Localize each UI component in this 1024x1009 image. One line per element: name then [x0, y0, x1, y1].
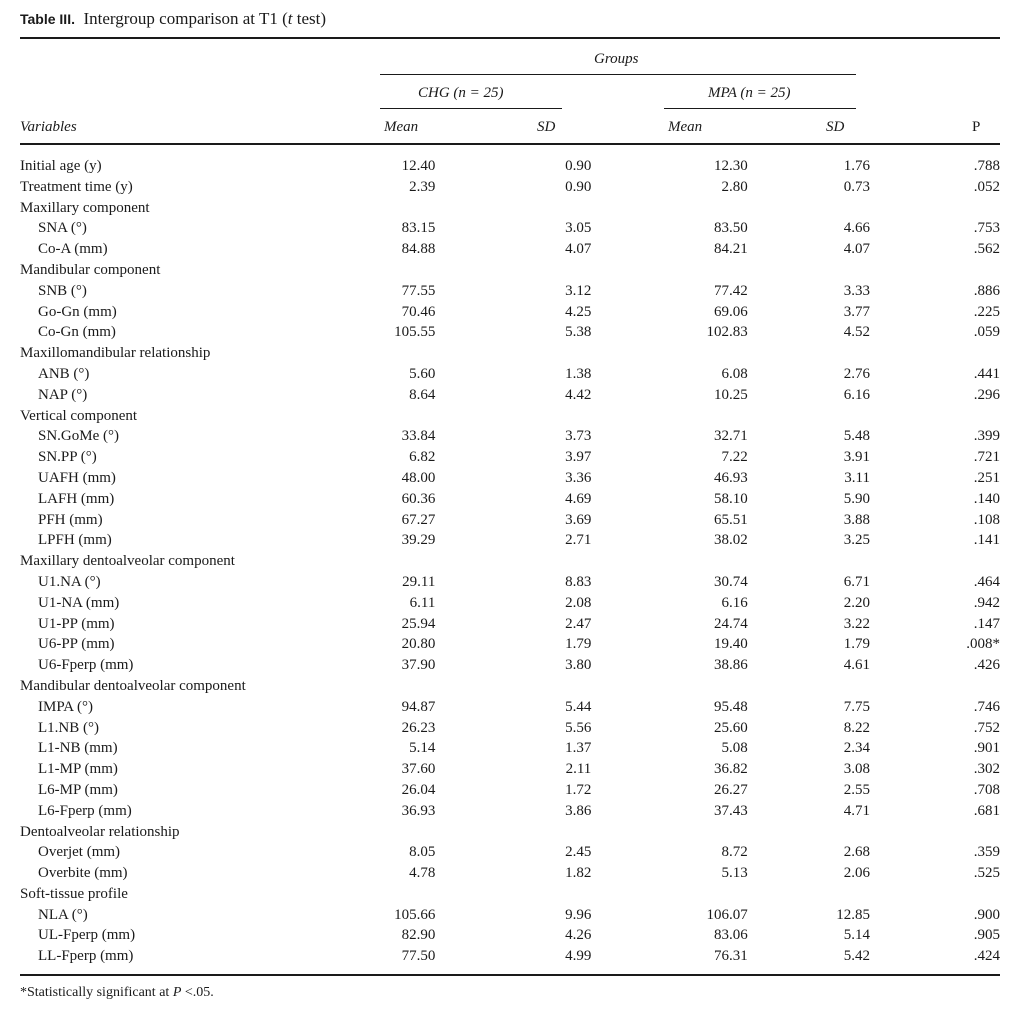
caption-t-symbol: t	[287, 9, 293, 28]
mpa-mean-cell: 30.74	[713, 573, 748, 590]
mpa-mean-cell: 95.48	[713, 698, 748, 715]
variable-label: L6-Fperp (mm)	[38, 802, 132, 819]
chg-mean-cell: 4.78	[409, 865, 436, 882]
table-row	[20, 364, 1000, 385]
p-value-cell: .052	[973, 178, 1000, 195]
mpa-mean-cell: 12.30	[713, 158, 748, 174]
mpa-sd-cell: 3.91	[843, 449, 870, 466]
mpa-sd-cell	[748, 260, 870, 281]
chg-sd-cell: 3.36	[565, 469, 592, 486]
variable-label: L1-MP (mm)	[38, 761, 118, 778]
chg-sd-cell: 2.71	[565, 532, 592, 549]
table-label: Table III.	[20, 11, 75, 27]
mpa-sd-cell: 5.90	[843, 490, 870, 507]
top-rule	[20, 37, 1000, 39]
p-value-cell: .788	[973, 158, 1000, 174]
mpa-mean-cell: 38.86	[713, 657, 748, 674]
chg-sd-cell: 1.38	[565, 365, 592, 382]
chg-sd-cell: 1.82	[565, 865, 592, 882]
mpa-mean-cell: 76.31	[713, 948, 748, 965]
chg-sd-cell	[435, 884, 591, 905]
table-row	[20, 530, 1000, 551]
mpa-mean-cell: 7.22	[721, 449, 748, 466]
p-value-cell	[870, 343, 1000, 364]
p-value-cell: .905	[973, 927, 1000, 944]
variable-label: L1-NB (mm)	[38, 740, 118, 757]
mpa-mean-cell: 46.93	[713, 469, 748, 486]
mpa-sd-cell: 2.34	[843, 740, 870, 757]
p-value-cell: .681	[973, 802, 1000, 819]
mpa-sd-cell	[748, 198, 870, 219]
table-row	[20, 426, 1000, 447]
chg-sd-cell: 0.90	[565, 158, 592, 174]
table-row	[20, 614, 1000, 635]
chg-sd-cell: 4.69	[565, 490, 592, 507]
footnote-text: *Statistically significant at	[20, 985, 173, 1000]
chg-mean-cell: 6.82	[409, 449, 436, 466]
chg-mean-cell: 67.27	[401, 511, 436, 528]
mpa-mean-cell	[591, 406, 747, 427]
section-label: Mandibular component	[20, 261, 161, 278]
mpa-sd-cell: 0.73	[843, 178, 870, 195]
mpa-mean-cell: 8.72	[721, 844, 748, 861]
p-value-cell	[870, 198, 1000, 219]
chg-sd-cell: 3.05	[565, 220, 592, 237]
variable-label: U6-PP (mm)	[38, 636, 115, 653]
mpa-sd-cell: 2.76	[843, 365, 870, 382]
chg-mean-cell	[374, 343, 435, 364]
chg-mean-cell	[374, 676, 435, 697]
table-row	[20, 302, 1000, 323]
chg-mean-cell: 8.05	[409, 844, 436, 861]
chg-sd-cell: 1.37	[565, 740, 592, 757]
chg-sd-cell: 3.97	[565, 449, 592, 466]
variable-label: L6-MP (mm)	[38, 781, 118, 798]
chg-mean-cell	[374, 406, 435, 427]
chg-mean-cell	[374, 260, 435, 281]
mpa-mean-header: Mean	[668, 119, 703, 135]
mpa-sd-cell: 3.25	[843, 532, 870, 549]
chg-underline	[380, 108, 562, 109]
mpa-sd-cell: 5.48	[843, 428, 870, 445]
p-value-cell: .302	[973, 761, 1000, 778]
table-row	[20, 239, 1000, 260]
p-value-cell	[870, 676, 1000, 697]
mpa-sd-cell: 12.85	[836, 906, 870, 923]
p-value-cell: .900	[973, 906, 1000, 923]
mpa-sd-cell: 4.66	[843, 220, 870, 237]
table-row	[20, 447, 1000, 468]
p-value-cell: .942	[973, 594, 1000, 611]
section-header-row	[20, 406, 1000, 427]
table-row	[20, 905, 1000, 926]
chg-mean-cell: 20.80	[401, 636, 436, 653]
section-label: Soft-tissue profile	[20, 885, 128, 902]
section-label: Maxillary dentoalveolar component	[20, 553, 235, 570]
mpa-sd-cell: 4.52	[843, 324, 870, 341]
mpa-mean-cell	[591, 551, 747, 572]
mpa-mean-cell: 10.25	[713, 386, 748, 403]
p-value-cell: .147	[973, 615, 1000, 632]
mpa-sd-cell: 3.33	[843, 282, 870, 299]
chg-mean-cell: 77.50	[401, 948, 436, 965]
mpa-sd-cell: 5.14	[843, 927, 870, 944]
chg-sd-cell	[435, 551, 591, 572]
variable-label: NAP (°)	[38, 386, 88, 403]
mpa-sd-cell	[748, 884, 870, 905]
chg-mean-cell: 2.39	[409, 178, 436, 195]
mpa-mean-cell: 83.50	[713, 220, 748, 237]
mpa-sd-cell: 3.22	[843, 615, 870, 632]
chg-sd-cell: 1.72	[565, 781, 592, 798]
chg-mean-cell: 5.14	[409, 740, 436, 757]
table-row	[20, 510, 1000, 531]
table-row	[20, 759, 1000, 780]
mpa-mean-cell: 32.71	[713, 428, 748, 445]
chg-mean-cell: 8.64	[409, 386, 436, 403]
section-header-row	[20, 884, 1000, 905]
chg-mean-cell: 26.04	[401, 781, 436, 798]
chg-mean-cell: 36.93	[401, 802, 436, 819]
mpa-sd-cell: 4.71	[843, 802, 870, 819]
p-value-cell: .251	[973, 469, 1000, 486]
chg-mean-cell: 5.60	[409, 365, 436, 382]
mpa-mean-cell	[591, 260, 747, 281]
mpa-mean-cell: 6.16	[721, 594, 748, 611]
table-row	[20, 738, 1000, 759]
variable-label: U1-NA (mm)	[38, 594, 120, 611]
chg-sd-cell	[435, 676, 591, 697]
p-value-cell	[870, 884, 1000, 905]
p-value-cell	[870, 551, 1000, 572]
table-row	[20, 156, 1000, 177]
mpa-mean-cell	[591, 884, 747, 905]
caption-text: Intergroup comparison at T1 (	[83, 9, 288, 28]
section-header-row	[20, 198, 1000, 219]
variable-label: UL-Fperp (mm)	[38, 927, 136, 944]
mpa-mean-cell: 19.40	[713, 636, 748, 653]
mpa-mean-cell: 5.13	[721, 865, 748, 882]
table-row	[20, 177, 1000, 198]
variable-label: NLA (°)	[38, 906, 88, 923]
mpa-sd-cell: 5.42	[843, 948, 870, 965]
mpa-sd-cell: 8.22	[843, 719, 870, 736]
table-caption	[20, 8, 326, 30]
mpa-sd-cell: 2.20	[843, 594, 870, 611]
section-header-row	[20, 676, 1000, 697]
chg-sd-cell: 0.90	[565, 178, 592, 195]
mpa-sd-cell	[748, 676, 870, 697]
chg-sd-cell: 4.99	[565, 948, 592, 965]
section-label: Vertical component	[20, 407, 138, 424]
groups-underline	[380, 74, 856, 75]
mpa-mean-cell: 36.82	[713, 761, 748, 778]
p-value-cell: .008*	[966, 636, 1000, 653]
chg-sd-cell	[435, 343, 591, 364]
variables-header: Variables	[20, 119, 77, 135]
chg-mean-cell: 60.36	[401, 490, 436, 507]
chg-sd-cell: 4.25	[565, 303, 592, 320]
chg-mean-cell: 105.66	[394, 906, 436, 923]
mpa-mean-cell: 26.27	[713, 781, 748, 798]
mpa-mean-cell: 24.74	[713, 615, 748, 632]
chg-mean-cell: 26.23	[401, 719, 436, 736]
mpa-sd-cell: 6.71	[843, 573, 870, 590]
variable-label: U1-PP (mm)	[38, 615, 115, 632]
mpa-sd-cell	[748, 406, 870, 427]
p-value-cell: .752	[973, 719, 1000, 736]
chg-sd-cell: 2.11	[565, 761, 592, 778]
table-row	[20, 655, 1000, 676]
section-label: Maxillomandibular relationship	[20, 345, 211, 362]
chg-sd-cell	[435, 406, 591, 427]
mpa-sd-cell: 3.88	[843, 511, 870, 528]
table-row	[20, 946, 1000, 967]
section-label: Dentoalveolar relationship	[20, 823, 180, 840]
variable-label: L1.NB (°)	[38, 719, 99, 736]
variable-label: Co-Gn (mm)	[38, 324, 116, 341]
variable-label: LAFH (mm)	[38, 490, 115, 507]
chg-mean-cell: 37.60	[401, 761, 436, 778]
mpa-sd-cell: 2.68	[843, 844, 870, 861]
chg-sd-cell: 8.83	[565, 573, 592, 590]
mpa-sd-cell: 4.07	[843, 241, 870, 258]
chg-mean-cell: 25.94	[401, 615, 436, 632]
chg-mean-cell	[374, 551, 435, 572]
mpa-mean-cell: 65.51	[713, 511, 748, 528]
p-value-cell	[870, 406, 1000, 427]
mpa-sd-cell: 2.55	[843, 781, 870, 798]
table-row	[20, 322, 1000, 343]
variable-label: LPFH (mm)	[38, 532, 112, 549]
mpa-mean-cell: 25.60	[713, 719, 748, 736]
mpa-sd-header: SD	[826, 119, 845, 135]
mpa-mean-cell: 5.08	[721, 740, 748, 757]
mpa-sd-cell: 2.06	[843, 865, 870, 882]
chg-sd-cell: 5.38	[565, 324, 592, 341]
table-row	[20, 718, 1000, 739]
table-row	[20, 385, 1000, 406]
caption-text-end: test)	[292, 9, 327, 28]
mpa-mean-cell: 102.83	[706, 324, 748, 341]
table-row	[20, 634, 1000, 655]
section-header-row	[20, 551, 1000, 572]
chg-group-header: CHG (n = 25)	[418, 85, 504, 101]
chg-mean-cell	[374, 822, 435, 843]
p-value-cell: .886	[973, 282, 1000, 299]
mpa-sd-cell: 3.08	[843, 761, 870, 778]
header-rule	[20, 143, 1000, 145]
p-value-cell: .424	[973, 948, 1000, 965]
variable-label: UAFH (mm)	[38, 469, 116, 486]
chg-sd-cell: 5.56	[565, 719, 592, 736]
table-row	[20, 468, 1000, 489]
p-value-cell: .708	[973, 781, 1000, 798]
mpa-mean-cell	[591, 676, 747, 697]
mpa-mean-cell: 38.02	[713, 532, 748, 549]
variable-label: SNB (°)	[38, 282, 87, 299]
section-header-row	[20, 260, 1000, 281]
table-row	[20, 697, 1000, 718]
chg-mean-cell: 77.55	[401, 282, 436, 299]
chg-sd-cell: 3.73	[565, 428, 592, 445]
chg-sd-cell: 3.12	[565, 282, 592, 299]
chg-sd-cell: 2.47	[565, 615, 592, 632]
variable-label: Treatment time (y)	[20, 178, 133, 195]
table-row	[20, 925, 1000, 946]
chg-sd-cell: 4.07	[565, 241, 592, 258]
variable-label: IMPA (°)	[38, 698, 94, 715]
variable-label: Co-A (mm)	[38, 241, 108, 258]
table-row	[20, 218, 1000, 239]
chg-mean-cell	[374, 884, 435, 905]
p-value-cell: .721	[973, 449, 1000, 466]
mpa-mean-cell: 84.21	[713, 241, 748, 258]
groups-header: Groups	[594, 51, 639, 67]
p-value-cell: .225	[973, 303, 1000, 320]
chg-sd-cell	[435, 822, 591, 843]
table-row	[20, 801, 1000, 822]
variable-label: Overjet (mm)	[38, 844, 121, 861]
table-row	[20, 593, 1000, 614]
mpa-mean-cell: 2.80	[721, 178, 748, 195]
variable-label: SN.GoMe (°)	[38, 428, 119, 445]
chg-sd-cell: 4.42	[565, 386, 592, 403]
footnote	[20, 984, 214, 1002]
mpa-mean-cell: 77.42	[713, 282, 748, 299]
chg-sd-cell: 9.96	[565, 906, 592, 923]
table-row	[20, 842, 1000, 863]
table-row	[20, 572, 1000, 593]
variable-label: LL-Fperp (mm)	[38, 948, 134, 965]
chg-sd-cell	[435, 198, 591, 219]
chg-mean-cell: 39.29	[401, 532, 436, 549]
mpa-sd-cell: 7.75	[843, 698, 870, 715]
mpa-mean-cell: 69.06	[713, 303, 748, 320]
mpa-mean-cell: 37.43	[713, 802, 748, 819]
p-value-cell	[870, 822, 1000, 843]
chg-mean-cell: 83.15	[401, 220, 436, 237]
mpa-mean-cell	[591, 343, 747, 364]
variable-label: Overbite (mm)	[38, 865, 128, 882]
mpa-sd-cell: 6.16	[843, 386, 870, 403]
mpa-mean-cell: 106.07	[706, 906, 748, 923]
chg-sd-cell: 5.44	[565, 698, 592, 715]
mpa-group-header: MPA (n = 25)	[708, 85, 791, 101]
p-value-cell: .746	[973, 698, 1000, 715]
chg-mean-cell: 82.90	[401, 927, 436, 944]
variable-label: PFH (mm)	[38, 511, 103, 528]
mpa-mean-cell: 58.10	[713, 490, 748, 507]
mpa-sd-cell: 1.76	[843, 158, 870, 174]
chg-mean-header: Mean	[384, 119, 419, 135]
mpa-mean-cell: 83.06	[713, 927, 748, 944]
chg-sd-cell: 3.80	[565, 657, 592, 674]
p-value-cell: .141	[973, 532, 1000, 549]
section-label: Mandibular dentoalveolar component	[20, 677, 246, 694]
chg-sd-cell	[435, 260, 591, 281]
table-row	[20, 489, 1000, 510]
p-value-cell: .901	[973, 740, 1000, 757]
mpa-sd-cell	[748, 822, 870, 843]
p-value-cell: .296	[973, 386, 1000, 403]
p-value-cell: .525	[973, 865, 1000, 882]
variable-label: SNA (°)	[38, 220, 87, 237]
variable-label: ANB (°)	[38, 365, 90, 382]
chg-mean-cell: 48.00	[401, 469, 436, 486]
table-row	[20, 281, 1000, 302]
chg-sd-cell: 3.86	[565, 802, 592, 819]
chg-mean-cell: 105.55	[394, 324, 436, 341]
chg-mean-cell: 94.87	[401, 698, 436, 715]
mpa-sd-cell: 4.61	[843, 657, 870, 674]
p-value-cell: .753	[973, 220, 1000, 237]
p-value-cell	[870, 260, 1000, 281]
mpa-sd-cell: 1.79	[843, 636, 870, 653]
p-value-cell: .399	[973, 428, 1000, 445]
table-row	[20, 780, 1000, 801]
chg-mean-cell: 12.40	[401, 158, 436, 174]
mpa-sd-cell	[748, 343, 870, 364]
p-value-cell: .359	[973, 844, 1000, 861]
chg-sd-cell: 2.45	[565, 844, 592, 861]
p-value-cell: .464	[973, 573, 1000, 590]
p-value-cell: .426	[973, 657, 1000, 674]
variable-label: SN.PP (°)	[38, 449, 97, 466]
chg-mean-cell: 33.84	[401, 428, 436, 445]
mpa-mean-cell	[591, 822, 747, 843]
mpa-sd-cell: 3.11	[844, 469, 870, 486]
p-value-cell: .059	[973, 324, 1000, 341]
chg-sd-cell: 1.79	[565, 636, 592, 653]
p-value-cell: .562	[973, 241, 1000, 258]
chg-sd-cell: 3.69	[565, 511, 592, 528]
chg-mean-cell: 6.11	[409, 594, 436, 611]
chg-sd-header: SD	[537, 119, 556, 135]
p-value-cell: .140	[973, 490, 1000, 507]
mpa-sd-cell	[748, 551, 870, 572]
chg-sd-cell: 2.08	[565, 594, 592, 611]
chg-mean-cell: 29.11	[402, 573, 436, 590]
chg-mean-cell: 84.88	[401, 241, 436, 258]
chg-mean-cell: 70.46	[401, 303, 436, 320]
footnote-text-end: <.05.	[181, 985, 214, 1000]
chg-mean-cell: 37.90	[401, 657, 436, 674]
section-label: Maxillary component	[20, 199, 150, 216]
p-header: P	[972, 119, 981, 135]
footnote-p-symbol: P	[172, 985, 182, 1000]
mpa-mean-cell: 6.08	[721, 365, 748, 382]
section-header-row	[20, 822, 1000, 843]
mpa-sd-cell: 3.77	[843, 303, 870, 320]
table-row	[20, 863, 1000, 884]
p-value-cell: .108	[973, 511, 1000, 528]
p-value-cell: .441	[973, 365, 1000, 382]
variable-label: Go-Gn (mm)	[38, 303, 117, 320]
data-table	[20, 156, 1000, 967]
chg-mean-cell	[374, 198, 435, 219]
mpa-underline	[664, 108, 856, 109]
mpa-mean-cell	[591, 198, 747, 219]
variable-label: U1.NA (°)	[38, 573, 101, 590]
variable-label: Initial age (y)	[20, 158, 102, 174]
chg-sd-cell: 4.26	[565, 927, 592, 944]
bottom-rule	[20, 974, 1000, 976]
section-header-row	[20, 343, 1000, 364]
variable-label: U6-Fperp (mm)	[38, 657, 134, 674]
